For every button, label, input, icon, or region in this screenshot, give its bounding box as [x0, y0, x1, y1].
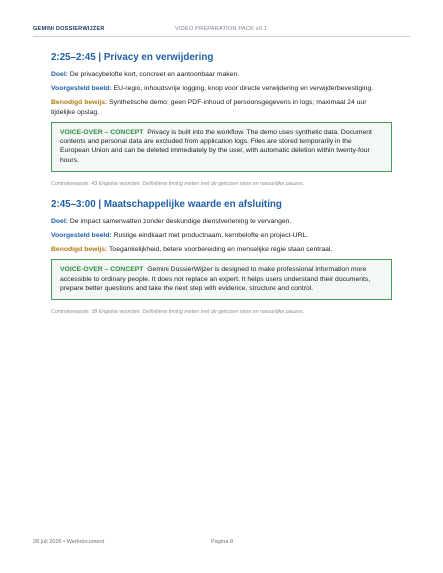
- doel-text: De privacybelofte kort, concreet en aantoonbaar maken.: [69, 71, 240, 78]
- field-doel: [51, 217, 392, 227]
- field-beeld: [51, 84, 392, 94]
- doel-label: Doel:: [51, 71, 68, 78]
- bewijs-text: Toegankelijkheid, betere voorbereiding en menselijke regie staan centraal.: [109, 246, 333, 254]
- page-content: [51, 52, 392, 315]
- voice-over-text: Privacy is built into the workflow. The demo uses synthetic data. Document contents and personal data are excluded from application logs. Files are stored temporarily in the European Union and can be deleted immediately by the user, with automatic deletion within twenty-four hours.: [60, 128, 372, 164]
- voice-over-label: VOICE-OVER – CONCEPT: [60, 266, 144, 274]
- beeld-label: Voorgesteld beeld:: [51, 232, 112, 240]
- voice-over-box: [51, 259, 392, 300]
- control-note: Controlewaarde: 43 Engelse woorden. Definitieve timing meten met de gekozen stem en natuurlijke pauzes.: [51, 181, 305, 188]
- page-header: [33, 26, 410, 37]
- footer-date: 28 juli 2026 • Werkdocument: [33, 539, 105, 545]
- control-note: Controlewaarde: 38 Engelse woorden. Definitieve timing meten met de gekozen stem en natuurlijke pauzes.: [51, 309, 305, 316]
- beeld-label: Voorgesteld beeld:: [51, 85, 112, 92]
- field-bewijs: [51, 98, 392, 117]
- voice-over-label: VOICE-OVER – CONCEPT: [60, 128, 144, 136]
- field-bewijs: [51, 245, 392, 255]
- beeld-text: Rustige eindkaart met productnaam, kernbelofte en project-URL.: [113, 232, 309, 240]
- field-doel: [51, 70, 392, 80]
- page-number: Pagina 8: [211, 539, 234, 545]
- section-title: 2:25–2:45 | Privacy en verwijdering: [51, 52, 214, 63]
- bewijs-label: Benodigd bewijs:: [51, 99, 108, 106]
- field-beeld: [51, 231, 392, 241]
- header-app-name: GEMINI DOSSIERWIJZER: [33, 26, 105, 32]
- header-doc-title: VIDEO PREPARATION PACK v0.1: [175, 26, 268, 32]
- section-impact: [51, 199, 392, 315]
- section-title: 2:45–3:00 | Maatschappelijke waarde en afsluiting: [51, 199, 282, 211]
- bewijs-label: Benodigd bewijs:: [51, 246, 108, 254]
- doel-text: De impact samenvatten zonder deskundige dienstverlening te vervangen.: [69, 218, 292, 226]
- doel-label: Doel:: [51, 218, 68, 226]
- voice-over-box: [51, 122, 392, 173]
- voice-over-text: Gemini DossierWijzer is designed to make professional information more accessible to ordinary people. It does not replace an expert. It helps users understand their documents, prepare better questions and take the next step with evidence, structure and control.: [60, 266, 371, 292]
- bewijs-text: Synthetische demo; geen PDF-inhoud of persoonsgegevens in logs; maximaal 24 uur tijdelijke opslag.: [51, 99, 367, 116]
- beeld-text: EU-regio, inhoudsvrije logging, knop voor directe verwijdering en verwijderbevestiging.: [113, 85, 374, 92]
- section-privacy: [51, 52, 392, 187]
